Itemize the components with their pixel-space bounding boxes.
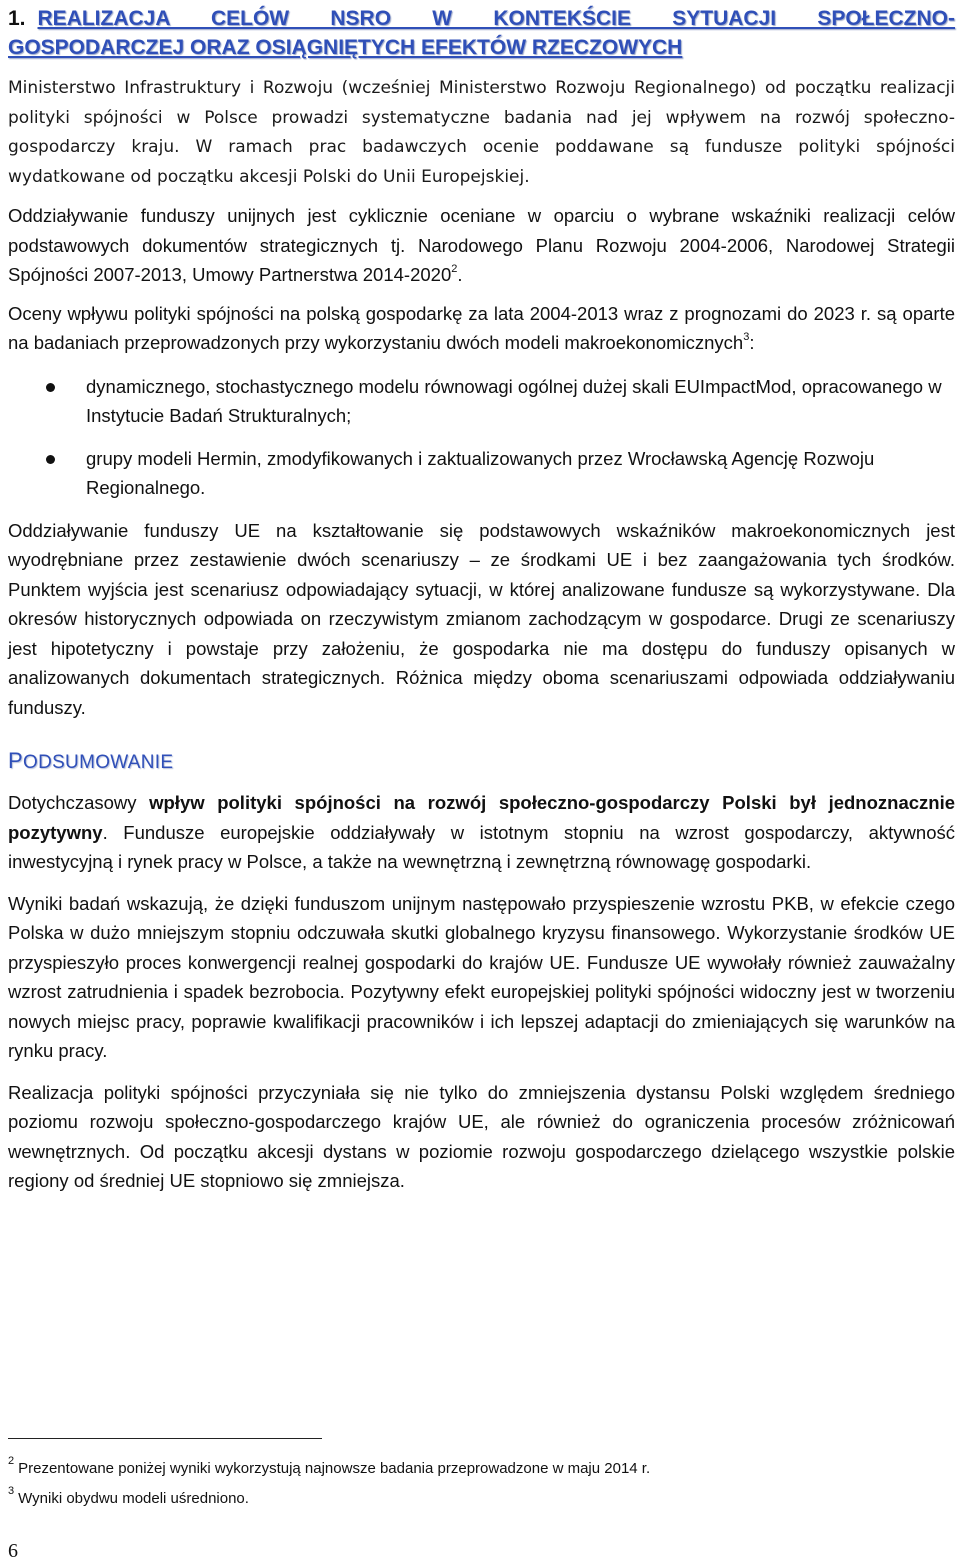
- footnote-3: [8, 1484, 948, 1514]
- chapter-title-line-2: GOSPODARCZEJ ORAZ OSIĄGNIĘTYCH EFEKTÓW RZECZOWYCH: [8, 36, 683, 59]
- chapter-heading: [8, 4, 955, 62]
- summary-lead: Dotychczasowy: [8, 792, 150, 813]
- list-item-text: dynamicznego, stochastycznego modelu równowagi ogólnej dużej skali EUImpactMod, opracowanego w Instytucie Badań Strukturalnych;: [86, 375, 942, 426]
- summary-paragraph-1: [8, 788, 955, 877]
- summary-heading-initial: P: [8, 748, 23, 773]
- list-item: [8, 372, 955, 431]
- chapter-number: 1.: [8, 7, 26, 30]
- summary-heading: [8, 748, 955, 776]
- evaluation-paragraph: [8, 201, 955, 290]
- list-item-text: grupy modeli Hermin, zmodyfikowanych i zaktualizowanych przez Wrocławską Agencję Rozwoju Regionalnego.: [86, 447, 875, 498]
- scenarios-paragraph: Oddziaływanie funduszy UE na kształtowanie się podstawowych wskaźników makroekonomicznych jest wyodrębniane przez zestawienie dwóch scenariuszy – ze środkami UE i bez zaangażowania tych środków. Punktem wyjścia jest scenariusz odpowiadający sytuacji, w której analizowane fundusze są wykorzystywane. Dla okresów historycznych odpowiada on rzeczywistym zmianom zachodzącym w gospodarce. Drugi ze scenariuszy jest hipotetyczny i powstaje przy założeniu, że gospodarka nie ma dostępu do funduszy opisanych w analizowanych dokumentach strategicznych. Różnica między oboma scenariuszami odpowiada oddziaływaniu funduszy.: [8, 519, 955, 718]
- footnote-mark: 3: [8, 1485, 15, 1497]
- footnote-ref-3: 3: [743, 330, 750, 343]
- intro-paragraph: Ministerstwo Infrastruktury i Rozwoju (wcześniej Ministerstwo Rozwoju Regionalnego) od początku realizacji polityki spójności w Polsce prowadzi systematyczne badania nad jej wpływem na rozwój społeczno-gospodarczy kraju. W ramach prac badawczych ocenie poddawane są fundusze polityki spójności wydatkowane od początku akcesji Polski do Unii Europejskiej.: [8, 78, 955, 187]
- footnote-2: [8, 1454, 948, 1484]
- page-number: 6: [8, 1540, 18, 1562]
- summary-paragraph-3: Realizacja polityki spójności przyczyniała się nie tylko do zmniejszenia dystansu Polski względem średniego poziomu rozwoju społeczno-gospodarczego krajów UE, ale również do ograniczenia procesów zróżnicowań wewnętrznych. Od początku akcesji dystans w poziomie rozwoju gospodarczego dzielącego wszystkie polskie regiony od średniej UE stopniowo się zmniejsza.: [8, 1081, 955, 1191]
- bullet-icon: [46, 383, 55, 392]
- footnote-separator: [8, 1438, 322, 1439]
- chapter-title-line-1: REALIZACJA CELÓW NSRO W KONTEKŚCIE SYTUACJI SPOŁECZNO-: [37, 7, 955, 30]
- evaluation-end: .: [457, 264, 463, 285]
- models-list: [8, 372, 955, 503]
- models-text: Oceny wpływu polityki spójności na polską gospodarkę za lata 2004-2013 wraz z prognozami do 2023 r. są oparte na badaniach przeprowadzonych przy wykorzystaniu dwóch modeli makroekonomicznych: [8, 302, 955, 353]
- footnote-ref-2: 2: [451, 262, 458, 275]
- footnote-text: Wyniki obydwu modeli uśredniono.: [18, 1490, 249, 1507]
- document-page: [8, 0, 955, 1196]
- summary-rest: . Fundusze europejskie oddziaływały w istotnym stopniu na wzrost gospodarczy, aktywność inwestycyjną i rynek pracy w Polsce, a także na wewnętrzną i zewnętrzną równowagę gospodarki.: [8, 821, 955, 872]
- summary-heading-rest: ODSUMOWANIE: [22, 752, 174, 773]
- footnote-mark: 2: [8, 1455, 15, 1467]
- bullet-icon: [46, 455, 55, 464]
- list-item: [8, 444, 955, 503]
- models-end: :: [749, 332, 755, 353]
- summary-bold-statement: wpływ polityki spójności na rozwój społeczno-gospodarczy Polski był jednoznacznie pozytywny: [8, 792, 956, 843]
- summary-paragraph-2: Wyniki badań wskazują, że dzięki funduszom unijnym następowało przyspieszenie wzrostu PKB, w efekcie czego Polska w dużo mniejszym stopniu odczuwała skutki globalnego kryzysu finansowego. Wykorzystanie środków UE przyspieszyło proces konwergencji realnej gospodarki do krajów UE. Fundusze UE wywołały również zauważalny wzrost zatrudnienia i spadek bezrobocia. Pozytywny efekt europejskiej polityki spójności widoczny jest w tworzeniu nowych miejsc pracy, poprawie kwalifikacji pracowników i ich lepszej adaptacji do zmieniających się warunków na rynku pracy.: [8, 892, 955, 1061]
- models-paragraph: [8, 299, 955, 358]
- evaluation-text: Oddziaływanie funduszy unijnych jest cyklicznie oceniane w oparciu o wybrane wskaźniki realizacji celów podstawowych dokumentów strategicznych tj. Narodowego Planu Rozwoju 2004-2006, Narodowej Strategii Spójności 2007-2013, Umowy Partnerstwa 2014-2020: [8, 205, 955, 285]
- footnote-text: Prezentowane poniżej wyniki wykorzystują najnowsze badania przeprowadzone w maju 2014 r.: [18, 1460, 651, 1477]
- footnotes: [8, 1454, 948, 1514]
